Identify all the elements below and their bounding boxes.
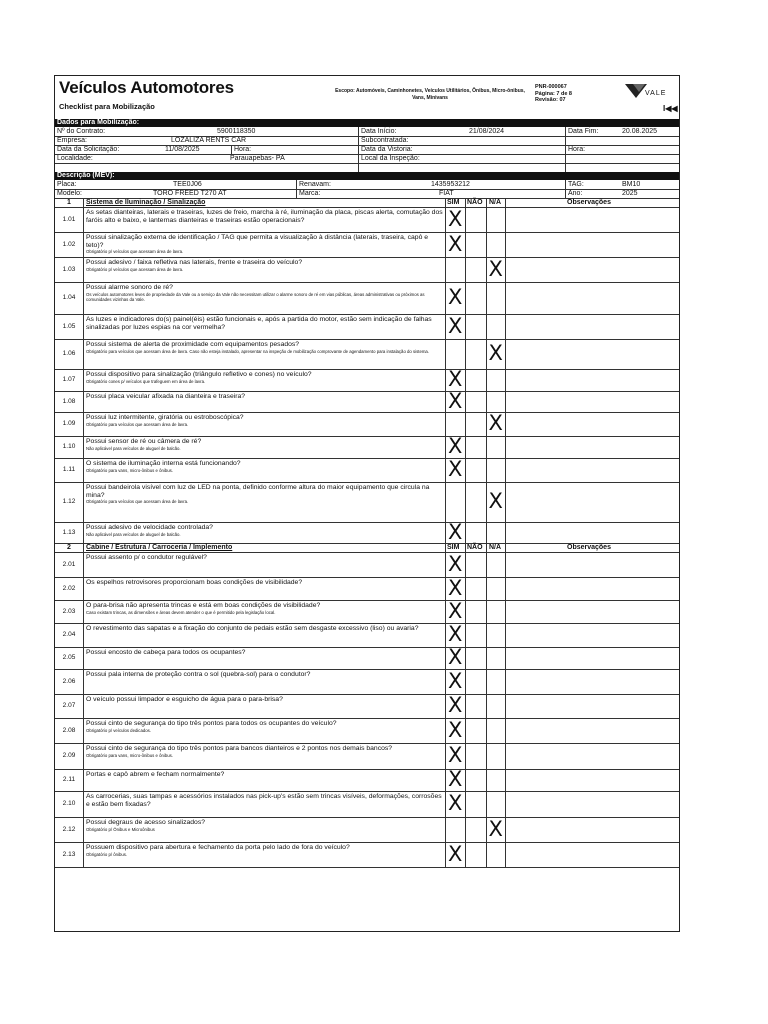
row-divider [55,232,679,233]
item-number: 1.02 [62,240,76,248]
column-nao-header: NÃO [467,199,483,206]
document-code: PNR-000067 [535,84,567,90]
item-question [86,259,446,272]
item-number: 2.08 [62,726,76,734]
column-divider [486,198,487,543]
row-divider [55,694,679,695]
row-divider [55,436,679,437]
item-number: 1.08 [62,397,76,405]
row-divider [55,412,679,413]
row-divider [55,769,679,770]
item-note: Obrigatório p/ veículos que acessam área de lavra. [86,266,184,272]
item-question [86,793,446,808]
item-question-text: As luzes e indicadores do(s) painel(éis) estão funcionais e, após a partida do motor, estão sem indicação de falhas sinalizadas por luzes espias na cor vermelha? [86,316,432,331]
document-subtitle: Checklist para Mobilização [59,102,155,111]
item-note: Não aplicável para veículos de aluguel de balcão. [86,445,181,451]
brand-value: FIAT [439,190,454,197]
column-na-header: N/A [489,544,502,551]
row-divider [55,391,679,392]
item-question [86,524,446,537]
column-divider [83,543,84,867]
answer-mark-na[interactable]: X [488,816,503,841]
checklist-sheet [54,75,680,932]
item-question [86,696,446,704]
item-note: Obrigatório para veículos que acessam área de lavra. [86,499,189,505]
row-divider [55,600,679,601]
item-number: 1.04 [62,294,76,301]
document-codes [535,84,572,104]
column-divider [445,543,446,867]
item-question [86,414,446,427]
row-divider [55,577,679,578]
item-question [86,438,446,451]
section-number: 1 [67,199,71,206]
plate-label: Placa: [57,181,77,188]
column-divider [505,543,506,867]
answer-mark-sim[interactable]: X [448,767,463,791]
item-question [86,745,446,758]
first-page-icon[interactable]: I◀◀ [663,104,678,113]
renavam-value: 1435953212 [431,181,470,188]
item-question-text: Possui cinto de segurança do tipo três pontos para todos os ocupantes do veículo? [86,720,337,727]
answer-mark-na[interactable]: X [488,256,503,281]
section-number: 2 [67,544,71,551]
plate-value: TEE0J06 [173,181,202,188]
tag-value: BM10 [622,181,641,188]
item-number: 2.12 [62,825,76,833]
row-divider [55,743,679,744]
item-note: Obrigatório p/ ônibus. [86,851,128,857]
item-question-text: As carrocerias, suas tampas e acessórios instalados nas pick-up's estão sem trincas visíveis, deformações, corrosões e estão bem fixadas? [86,793,442,808]
item-question-text: Possui dispositivo para sinalização (triângulo refletivo e cones) no veículo? [86,371,312,378]
row-divider [55,339,679,340]
item-question-text: O para-brisa não apresenta trincas e está em boas condições de visibilidade? [86,602,321,609]
inspection-hour-label: Hora: [568,146,586,153]
item-note: Obrigatório p/ Ônibus e Microônibus [86,826,155,832]
item-question [86,771,446,779]
item-question-text: Possui degraus de acesso sinalizados? [86,819,206,826]
item-question [86,209,446,224]
item-note: Obrigatório para veículos que acessam área de lavra. [86,421,189,427]
answer-mark-sim[interactable]: X [448,717,463,742]
row-divider [55,482,679,483]
item-question [86,844,446,857]
tag-label: TAG: [568,181,584,188]
row-divider [55,314,679,315]
item-question-text: Possui sensor de ré ou câmera de ré? [86,438,202,445]
location-label: Localidade: [57,155,93,162]
answer-mark-sim[interactable]: X [448,551,463,576]
answer-mark-sim[interactable]: X [448,693,463,717]
item-question-text: Possui luz intermitente, giratória ou estroboscópica? [86,414,244,421]
item-number: 1.05 [62,322,76,330]
item-question-text: Possui pala interna de proteção contra o sol (quebra-sol) para o condutor? [86,671,311,678]
location-value: Parauapebas- PA [230,155,285,162]
item-number: 1.12 [62,498,76,505]
column-na-header: N/A [489,199,502,206]
item-question [86,484,446,504]
column-divider [83,198,84,543]
answer-mark-sim[interactable]: X [448,206,463,231]
model-value: TORO FREED T270 AT [153,190,227,197]
answer-mark-sim[interactable]: X [448,367,463,391]
item-question-text: As setas dianteiras, laterais e traseiras, luzes de freio, marcha à ré, iluminação da placa, piscas alerta, comutação dos faróis alto e baixo, e lanternas dianteiras e traseiras estão operacionais? [86,209,443,224]
answer-mark-sim[interactable]: X [448,231,463,256]
item-question-text: Possui assento p/ o condutor regulável? [86,554,207,561]
start-date-value: 21/08/2024 [469,128,505,135]
mobilization-section-bar: Dados para Mobilização: [55,119,679,127]
item-question [86,316,446,331]
item-number: 2.04 [62,631,76,638]
vale-logo-text: VALE [645,90,667,97]
item-question [86,393,446,401]
item-number: 1.13 [62,528,76,536]
item-question [86,819,446,832]
item-question-text: Possui alarme sonoro de ré? [86,284,173,291]
item-question-text: Os espelhos retrovisores proporcionam boas condições de visibilidade? [86,579,303,586]
section-title: Cabine / Estrutura / Carroceria / Implemento [86,544,233,551]
answer-mark-sim[interactable]: X [448,791,463,815]
request-hour-label: Hora: [234,146,252,153]
company-value: LOZALIZA RENTS CAR [171,137,247,144]
row-divider [55,458,679,459]
vehicle-section-bar: Descrição (MEV): [55,172,679,180]
item-question [86,649,446,657]
item-question-text: Possui adesivo de velocidade controlada? [86,524,213,531]
item-number: 2.09 [62,752,76,759]
item-number: 2.01 [62,560,76,568]
answer-mark-sim[interactable]: X [448,519,463,544]
row-divider [55,842,679,843]
model-label: Modelo: [57,190,82,197]
item-number: 1.09 [62,420,76,427]
item-number: 1.10 [62,443,76,450]
item-number: 2.06 [62,677,76,685]
answer-mark-sim[interactable]: X [448,434,463,458]
item-question-text: Possui placa veicular afixada na dianteira e traseira? [86,393,246,400]
answer-mark-sim[interactable]: X [448,575,463,600]
item-number: 2.13 [62,850,76,858]
item-note: Obrigatório para vans, micro-ônibus e ônibus. [86,467,173,473]
answer-mark-sim[interactable]: X [448,743,463,767]
row-divider [55,207,679,208]
brand-label: Marca: [299,190,321,197]
row-divider [55,817,679,818]
item-question-text: Portas e capô abrem e fecham normalmente? [86,771,225,778]
column-divider [505,198,506,543]
row-divider [55,257,679,258]
column-sim-header: SIM [447,199,460,206]
inspection-place-label: Local da Inspeção: [361,155,420,162]
item-question [86,720,446,733]
column-divider [445,198,446,543]
end-date-label: Data Fim: [568,128,599,135]
answer-mark-sim[interactable]: X [448,645,463,669]
year-label: Ano: [568,190,583,197]
item-number: 2.10 [62,800,76,807]
item-question [86,671,446,679]
item-number: 1.03 [62,265,76,273]
item-question [86,371,446,384]
inspection-date-label: Data da Vistoria: [361,146,413,153]
row-divider [55,791,679,792]
answer-mark-sim[interactable]: X [448,622,463,646]
item-number: 2.05 [62,654,76,661]
item-question-text: O sistema de iluminação interna está funcionando? [86,460,241,467]
answer-mark-sim[interactable]: X [448,457,463,481]
item-question-text: Possuem dispositivo para abertura e fechamento da porta pelo lado de fora do veículo? [86,844,350,851]
section-title: Sistema de Iluminação / Sinalização [86,199,206,206]
renavam-label: Renavam: [299,181,331,188]
item-question-text: Possui sinalização externa de identificação / TAG que permita a visualização à distância (laterais, traseira, capô e teto)? [86,234,429,249]
answer-mark-sim[interactable]: X [448,598,463,623]
item-note: Obrigatório p/ veículos dedicados. [86,727,151,733]
column-nao-header: NÃO [467,544,483,551]
row-divider [55,718,679,719]
column-divider [465,543,466,867]
item-question-text: Possui encosto de cabeça para todos os ocupantes? [86,649,246,656]
item-number: 2.07 [62,702,76,709]
item-note: Caso existam trincas, as dimensões e áreas devem atender o que é permitido pela legislação local. [86,609,276,615]
end-date-value: 20.08.2025 [622,128,658,135]
start-date-label: Data Início: [361,128,397,135]
item-question [86,602,446,615]
item-note: Os veículos automotores leves de propriedade da Vale ou a serviço da Vale não necessitam utilizar o alarme sonoro de ré em vias públicas, áreas administrativas ou próximos as comunidades vizinhas da Vale. [86,291,425,302]
column-observations-header: Observações [567,544,611,551]
item-number: 2.03 [62,607,76,615]
item-question-text: Possui sistema de alerta de proximidade com equipamentos pesados? [86,341,300,348]
item-number: 1.01 [62,215,76,223]
item-question-text: Possui bandeirola visível com luz de LED na ponta, definido conforme altura do maior equipamento que circula na mina? [86,484,430,499]
item-question [86,341,446,354]
item-note: Obrigatório para vans, micro-ônibus e ônibus. [86,752,173,758]
contract-value: 5900118350 [217,128,256,135]
document-header [55,76,679,118]
item-question [86,554,446,562]
item-question-text: Possui adesivo / faixa refletiva nas laterais, frente e traseira do veículo? [86,259,303,266]
contract-label: Nº do Contrato: [57,128,106,135]
row-divider [55,369,679,370]
row-divider [55,522,679,523]
answer-mark-sim[interactable]: X [448,668,463,693]
answer-mark-na[interactable]: X [488,341,503,365]
item-note: Obrigatório para veículos que acessam área de lavra. Caso não esteja instalado, apresentar na inspeção de mobilização comprovante de agendamento para instalação do sistema. [86,348,430,354]
scope-text: Escopo: Automóveis, Caminhonetes, Veículos Utilitários, Ônibus, Micro-ônibus, Vans, Minivans [335,88,525,101]
answer-mark-sim[interactable]: X [448,841,463,866]
item-question-text: Possui cinto de segurança do tipo três pontos para bancos dianteiros e 2 pontos nos demais bancos? [86,745,393,752]
item-number: 2.11 [62,776,76,783]
request-date-value: 11/08/2025 [165,146,200,153]
answer-mark-sim[interactable]: X [448,388,463,413]
column-observations-header: Observações [567,199,611,206]
company-label: Empresa: [57,137,87,144]
year-value: 2025 [622,190,638,197]
row-divider [55,282,679,283]
row-divider [55,669,679,670]
subcontracted-label: Subcontratada: [361,137,409,144]
item-note: Obrigatório p/ veículos que acessam área de lavra. [86,249,184,255]
column-sim-header: SIM [447,544,460,551]
answer-mark-na[interactable]: X [488,411,503,435]
page-number: Página: 7 de 8 [535,90,572,97]
item-note: Obrigatório cones p/ veículos que trafeguem em área de lavra. [86,378,206,384]
row-divider [55,552,679,553]
item-question [86,284,446,302]
revision-number: Revisão: 07 [535,97,566,103]
row-divider [55,647,679,648]
answer-mark-sim[interactable]: X [448,285,463,309]
item-question-text: O revestimento das sapatas e a fixação do conjunto de pedais estão sem desgaste excessivo (liso) ou avaria? [86,625,419,632]
column-divider [486,543,487,867]
item-number: 1.11 [62,466,76,473]
item-number: 2.02 [62,584,76,592]
row-divider [55,623,679,624]
answer-mark-sim[interactable]: X [448,313,463,338]
item-note: Não aplicável para veículos de aluguel de balcão. [86,531,181,537]
item-number: 1.07 [62,376,76,383]
request-date-label: Data da Solicitação: [57,146,120,153]
item-question [86,579,446,587]
row-divider [55,867,679,868]
item-number: 1.06 [62,350,76,357]
item-question [86,460,446,473]
column-divider [465,198,466,543]
item-question-text: O veículo possui limpador e esguicho de água para o para-brisa? [86,696,283,703]
item-question [86,234,446,254]
item-question [86,625,446,633]
answer-mark-na[interactable]: X [488,489,503,513]
document-title: Veículos Automotores [59,78,234,97]
